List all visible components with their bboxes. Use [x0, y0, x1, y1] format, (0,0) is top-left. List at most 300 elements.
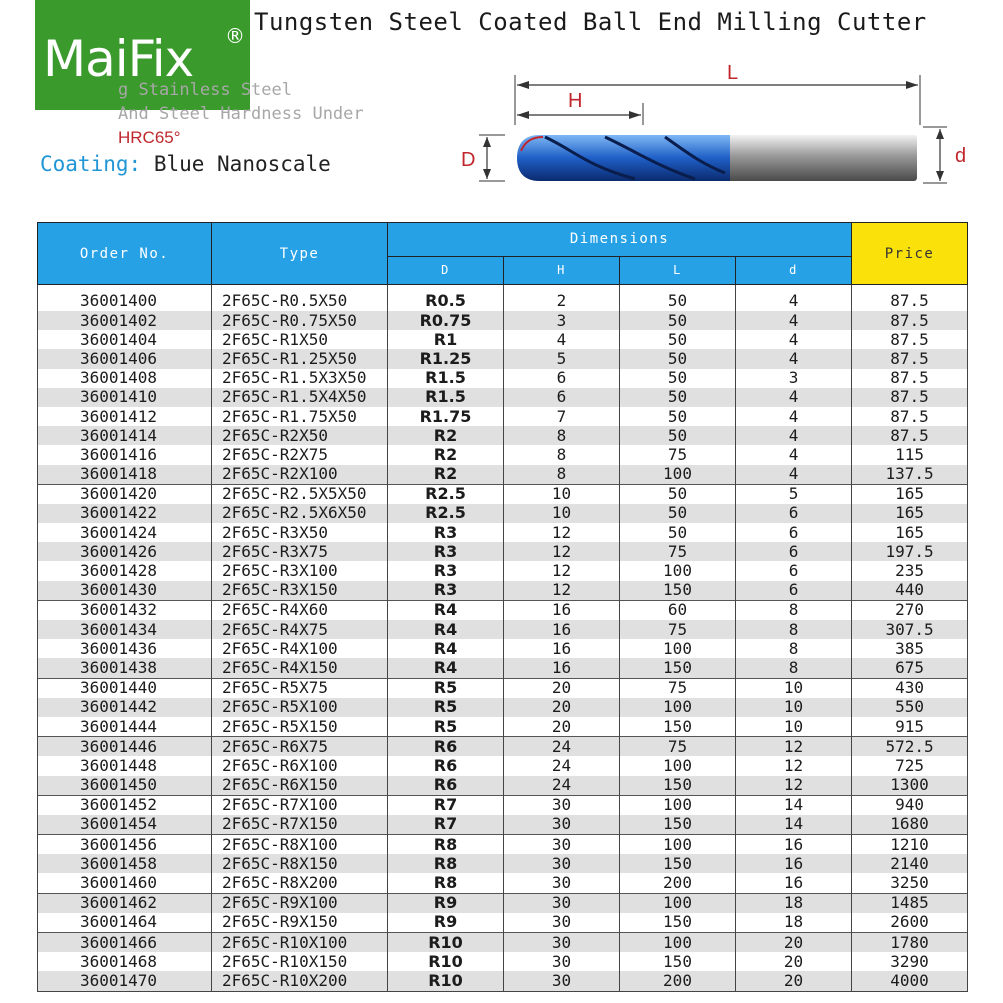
table-row [38, 933, 968, 953]
price-cell: 1300 [852, 776, 968, 796]
length-cell: 100 [620, 933, 736, 953]
price-cell: 165 [852, 484, 968, 504]
diameter-cell: R7 [388, 795, 504, 815]
price-cell: 3250 [852, 873, 968, 893]
price-cell: 430 [852, 678, 968, 698]
price-cell: 115 [852, 445, 968, 464]
flute-length-cell: 2 [504, 285, 620, 312]
type-cell: 2F65C-R9X150 [212, 913, 388, 933]
flute-length-cell: 12 [504, 542, 620, 561]
type-cell: 2F65C-R4X60 [212, 600, 388, 620]
shank-cell: 20 [736, 971, 852, 991]
shank-cell: 10 [736, 717, 852, 737]
price-cell: 197.5 [852, 542, 968, 561]
table-row [38, 311, 968, 330]
price-cell: 385 [852, 639, 968, 658]
diameter-cell: R10 [388, 933, 504, 953]
price-cell: 270 [852, 600, 968, 620]
length-cell: 60 [620, 600, 736, 620]
table-row [38, 795, 968, 815]
header-price: Price [852, 223, 968, 285]
length-cell: 75 [620, 542, 736, 561]
length-cell: 50 [620, 349, 736, 368]
price-cell: 87.5 [852, 311, 968, 330]
flute-length-cell: 16 [504, 620, 620, 639]
table-row [38, 600, 968, 620]
table-row [38, 620, 968, 639]
type-cell: 2F65C-R2.5X6X50 [212, 504, 388, 523]
table-row [38, 639, 968, 658]
diameter-cell: R5 [388, 678, 504, 698]
type-cell: 2F65C-R1.25X50 [212, 349, 388, 368]
coating-label: Coating: [40, 152, 142, 176]
table-body [38, 285, 968, 992]
flute-length-cell: 6 [504, 388, 620, 407]
order-no-cell: 36001426 [38, 542, 212, 561]
type-cell: 2F65C-R2X100 [212, 465, 388, 485]
table-row [38, 854, 968, 873]
type-cell: 2F65C-R10X200 [212, 971, 388, 991]
flute-length-cell: 4 [504, 330, 620, 349]
price-cell: 87.5 [852, 388, 968, 407]
shank-cell: 4 [736, 285, 852, 312]
table-row [38, 815, 968, 835]
order-no-cell: 36001434 [38, 620, 212, 639]
flute-length-cell: 10 [504, 504, 620, 523]
shank-cell: 20 [736, 933, 852, 953]
type-cell: 2F65C-R8X200 [212, 873, 388, 893]
length-cell: 100 [620, 795, 736, 815]
length-cell: 150 [620, 581, 736, 601]
price-cell: 87.5 [852, 330, 968, 349]
price-cell: 137.5 [852, 465, 968, 485]
price-cell: 235 [852, 561, 968, 580]
page-title: Tungsten Steel Coated Ball End Milling Cutter [254, 8, 927, 36]
flute-length-cell: 30 [504, 795, 620, 815]
order-no-cell: 36001416 [38, 445, 212, 464]
shank-cell: 12 [736, 776, 852, 796]
type-cell: 2F65C-R7X100 [212, 795, 388, 815]
table-row [38, 388, 968, 407]
flute-length-cell: 30 [504, 952, 620, 971]
length-cell: 150 [620, 952, 736, 971]
diameter-cell: R0.5 [388, 285, 504, 312]
type-cell: 2F65C-R6X100 [212, 756, 388, 775]
table-row [38, 349, 968, 368]
price-cell: 1210 [852, 835, 968, 855]
table-row [38, 369, 968, 388]
length-cell: 50 [620, 388, 736, 407]
order-no-cell: 36001468 [38, 952, 212, 971]
subheader-H: H [504, 256, 620, 284]
diameter-cell: R4 [388, 658, 504, 678]
price-cell: 307.5 [852, 620, 968, 639]
length-cell: 75 [620, 620, 736, 639]
price-cell: 1680 [852, 815, 968, 835]
shank-cell: 12 [736, 756, 852, 775]
order-no-cell: 36001400 [38, 285, 212, 312]
shank-cell: 4 [736, 311, 852, 330]
order-no-cell: 36001408 [38, 369, 212, 388]
shank-cell: 6 [736, 542, 852, 561]
type-cell: 2F65C-R8X100 [212, 835, 388, 855]
shank-cell: 16 [736, 835, 852, 855]
table-row [38, 835, 968, 855]
order-no-cell: 36001424 [38, 523, 212, 542]
price-cell: 4000 [852, 971, 968, 991]
flute-length-cell: 24 [504, 776, 620, 796]
diameter-cell: R6 [388, 776, 504, 796]
order-no-cell: 36001458 [38, 854, 212, 873]
flute-length-cell: 5 [504, 349, 620, 368]
length-cell: 50 [620, 330, 736, 349]
table-row [38, 698, 968, 717]
table-row [38, 561, 968, 580]
type-cell: 2F65C-R6X75 [212, 737, 388, 757]
length-cell: 150 [620, 913, 736, 933]
order-no-cell: 36001402 [38, 311, 212, 330]
diameter-cell: R6 [388, 737, 504, 757]
flute-length-cell: 8 [504, 465, 620, 485]
order-no-cell: 36001406 [38, 349, 212, 368]
table-row [38, 330, 968, 349]
order-no-cell: 36001414 [38, 426, 212, 445]
price-cell: 87.5 [852, 407, 968, 426]
diameter-cell: R5 [388, 717, 504, 737]
flute-length-cell: 30 [504, 815, 620, 835]
price-cell: 675 [852, 658, 968, 678]
length-cell: 100 [620, 465, 736, 485]
shank-cell: 4 [736, 465, 852, 485]
diameter-cell: R2 [388, 465, 504, 485]
type-cell: 2F65C-R3X50 [212, 523, 388, 542]
shank-cell: 18 [736, 913, 852, 933]
length-cell: 50 [620, 504, 736, 523]
table-row [38, 445, 968, 464]
price-cell: 725 [852, 756, 968, 775]
length-cell: 200 [620, 971, 736, 991]
hardness-spec: HRC65° [118, 128, 181, 147]
shank-cell: 5 [736, 484, 852, 504]
type-cell: 2F65C-R1.5X3X50 [212, 369, 388, 388]
table-row [38, 523, 968, 542]
flute-length-cell: 24 [504, 756, 620, 775]
flute-length-cell: 30 [504, 913, 620, 933]
diameter-cell: R2.5 [388, 504, 504, 523]
length-cell: 150 [620, 717, 736, 737]
price-cell: 87.5 [852, 349, 968, 368]
price-cell: 440 [852, 581, 968, 601]
type-cell: 2F65C-R4X75 [212, 620, 388, 639]
table-row [38, 717, 968, 737]
shank-cell: 4 [736, 445, 852, 464]
diameter-cell: R1.5 [388, 388, 504, 407]
length-cell: 100 [620, 639, 736, 658]
table-row [38, 913, 968, 933]
shank-cell: 6 [736, 561, 852, 580]
flute-length-cell: 16 [504, 639, 620, 658]
length-cell: 50 [620, 369, 736, 388]
length-cell: 100 [620, 893, 736, 913]
price-cell: 87.5 [852, 426, 968, 445]
shank-cell: 8 [736, 639, 852, 658]
dim-label-D: D [461, 149, 476, 171]
table-row [38, 678, 968, 698]
order-no-cell: 36001410 [38, 388, 212, 407]
type-cell: 2F65C-R6X150 [212, 776, 388, 796]
diameter-cell: R3 [388, 581, 504, 601]
diameter-cell: R4 [388, 639, 504, 658]
diameter-cell: R10 [388, 952, 504, 971]
type-cell: 2F65C-R9X100 [212, 893, 388, 913]
type-cell: 2F65C-R2.5X5X50 [212, 484, 388, 504]
length-cell: 100 [620, 561, 736, 580]
coating-info [40, 152, 331, 176]
flute-length-cell: 30 [504, 971, 620, 991]
table-row [38, 658, 968, 678]
type-cell: 2F65C-R1.75X50 [212, 407, 388, 426]
spec-line-2: And Steel Hardness Under [118, 104, 364, 124]
length-cell: 150 [620, 854, 736, 873]
diameter-cell: R3 [388, 542, 504, 561]
order-no-cell: 36001460 [38, 873, 212, 893]
price-cell: 1485 [852, 893, 968, 913]
diameter-cell: R2.5 [388, 484, 504, 504]
order-no-cell: 36001464 [38, 913, 212, 933]
flute-length-cell: 12 [504, 561, 620, 580]
flute-length-cell: 30 [504, 933, 620, 953]
shank-cell: 10 [736, 678, 852, 698]
price-cell: 550 [852, 698, 968, 717]
price-cell: 572.5 [852, 737, 968, 757]
type-cell: 2F65C-R8X150 [212, 854, 388, 873]
header-dimensions: Dimensions [388, 223, 852, 257]
table-row [38, 873, 968, 893]
order-no-cell: 36001444 [38, 717, 212, 737]
length-cell: 50 [620, 426, 736, 445]
diameter-cell: R7 [388, 815, 504, 835]
length-cell: 200 [620, 873, 736, 893]
order-no-cell: 36001430 [38, 581, 212, 601]
type-cell: 2F65C-R10X100 [212, 933, 388, 953]
flute-length-cell: 20 [504, 678, 620, 698]
length-cell: 150 [620, 776, 736, 796]
price-cell: 165 [852, 523, 968, 542]
diameter-cell: R1 [388, 330, 504, 349]
table-row [38, 971, 968, 991]
type-cell: 2F65C-R3X75 [212, 542, 388, 561]
diameter-cell: R1.75 [388, 407, 504, 426]
order-no-cell: 36001446 [38, 737, 212, 757]
flute-length-cell: 3 [504, 311, 620, 330]
type-cell: 2F65C-R0.75X50 [212, 311, 388, 330]
order-no-cell: 36001438 [38, 658, 212, 678]
length-cell: 100 [620, 756, 736, 775]
table-row [38, 776, 968, 796]
logo-text: MaiFix [43, 30, 194, 88]
dim-label-H: H [568, 90, 583, 112]
type-cell: 2F65C-R7X150 [212, 815, 388, 835]
shank-cell: 4 [736, 426, 852, 445]
flute-length-cell: 6 [504, 369, 620, 388]
diameter-cell: R1.5 [388, 369, 504, 388]
shank-cell: 14 [736, 815, 852, 835]
flute-length-cell: 20 [504, 698, 620, 717]
type-cell: 2F65C-R10X150 [212, 952, 388, 971]
shank-cell: 6 [736, 504, 852, 523]
diameter-cell: R2 [388, 426, 504, 445]
order-no-cell: 36001432 [38, 600, 212, 620]
length-cell: 50 [620, 285, 736, 312]
spec-table [37, 222, 968, 992]
order-no-cell: 36001466 [38, 933, 212, 953]
type-cell: 2F65C-R2X75 [212, 445, 388, 464]
length-cell: 50 [620, 523, 736, 542]
flute-length-cell: 12 [504, 523, 620, 542]
cutter-shank [725, 135, 917, 181]
type-cell: 2F65C-R5X150 [212, 717, 388, 737]
type-cell: 2F65C-R1.5X4X50 [212, 388, 388, 407]
diameter-cell: R3 [388, 561, 504, 580]
flute-length-cell: 30 [504, 873, 620, 893]
diameter-cell: R0.75 [388, 311, 504, 330]
flute-length-cell: 30 [504, 893, 620, 913]
price-cell: 3290 [852, 952, 968, 971]
flute-length-cell: 24 [504, 737, 620, 757]
order-no-cell: 36001418 [38, 465, 212, 485]
type-cell: 2F65C-R1X50 [212, 330, 388, 349]
type-cell: 2F65C-R3X100 [212, 561, 388, 580]
subheader-d: d [736, 256, 852, 284]
table-row [38, 756, 968, 775]
shank-cell: 8 [736, 600, 852, 620]
shank-cell: 12 [736, 737, 852, 757]
price-cell: 915 [852, 717, 968, 737]
order-no-cell: 36001422 [38, 504, 212, 523]
type-cell: 2F65C-R5X100 [212, 698, 388, 717]
shank-cell: 20 [736, 952, 852, 971]
subheader-L: L [620, 256, 736, 284]
order-no-cell: 36001436 [38, 639, 212, 658]
order-no-cell: 36001448 [38, 756, 212, 775]
length-cell: 75 [620, 445, 736, 464]
diameter-cell: R8 [388, 854, 504, 873]
diameter-cell: R8 [388, 873, 504, 893]
header-order-no: Order No. [38, 223, 212, 285]
length-cell: 50 [620, 407, 736, 426]
order-no-cell: 36001470 [38, 971, 212, 991]
price-cell: 2600 [852, 913, 968, 933]
diameter-cell: R4 [388, 600, 504, 620]
diameter-cell: R8 [388, 835, 504, 855]
diameter-cell: R4 [388, 620, 504, 639]
flute-length-cell: 16 [504, 600, 620, 620]
shank-cell: 18 [736, 893, 852, 913]
shank-cell: 6 [736, 523, 852, 542]
price-cell: 87.5 [852, 285, 968, 312]
table-row [38, 542, 968, 561]
length-cell: 75 [620, 678, 736, 698]
table-row [38, 893, 968, 913]
order-no-cell: 36001404 [38, 330, 212, 349]
table-row [38, 581, 968, 601]
type-cell: 2F65C-R3X150 [212, 581, 388, 601]
length-cell: 75 [620, 737, 736, 757]
order-no-cell: 36001456 [38, 835, 212, 855]
order-no-cell: 36001412 [38, 407, 212, 426]
length-cell: 50 [620, 484, 736, 504]
shank-cell: 3 [736, 369, 852, 388]
table-row [38, 407, 968, 426]
length-cell: 150 [620, 815, 736, 835]
table-row [38, 952, 968, 971]
shank-cell: 8 [736, 658, 852, 678]
table-row [38, 484, 968, 504]
table-row [38, 504, 968, 523]
shank-cell: 10 [736, 698, 852, 717]
table-row [38, 285, 968, 312]
dim-label-L: L [727, 62, 739, 84]
order-no-cell: 36001462 [38, 893, 212, 913]
table-row [38, 426, 968, 445]
shank-cell: 8 [736, 620, 852, 639]
order-no-cell: 36001428 [38, 561, 212, 580]
type-cell: 2F65C-R0.5X50 [212, 285, 388, 312]
order-no-cell: 36001442 [38, 698, 212, 717]
price-cell: 940 [852, 795, 968, 815]
shank-cell: 4 [736, 330, 852, 349]
length-cell: 50 [620, 311, 736, 330]
length-cell: 150 [620, 658, 736, 678]
flute-length-cell: 8 [504, 445, 620, 464]
dim-label-d: d [955, 145, 967, 167]
diameter-cell: R9 [388, 913, 504, 933]
flute-length-cell: 7 [504, 407, 620, 426]
table-row [38, 465, 968, 485]
diameter-cell: R1.25 [388, 349, 504, 368]
price-cell: 1780 [852, 933, 968, 953]
diameter-cell: R2 [388, 445, 504, 464]
length-cell: 100 [620, 835, 736, 855]
type-cell: 2F65C-R2X50 [212, 426, 388, 445]
shank-cell: 4 [736, 349, 852, 368]
flute-length-cell: 20 [504, 717, 620, 737]
flute-length-cell: 8 [504, 426, 620, 445]
diameter-cell: R9 [388, 893, 504, 913]
shank-cell: 6 [736, 581, 852, 601]
type-cell: 2F65C-R4X100 [212, 639, 388, 658]
flute-length-cell: 12 [504, 581, 620, 601]
coating-value: Blue Nanoscale [153, 152, 331, 176]
diameter-cell: R6 [388, 756, 504, 775]
shank-cell: 4 [736, 407, 852, 426]
diameter-cell: R5 [388, 698, 504, 717]
shank-cell: 16 [736, 854, 852, 873]
length-cell: 100 [620, 698, 736, 717]
order-no-cell: 36001452 [38, 795, 212, 815]
order-no-cell: 36001454 [38, 815, 212, 835]
shank-cell: 4 [736, 388, 852, 407]
order-no-cell: 36001420 [38, 484, 212, 504]
flute-length-cell: 16 [504, 658, 620, 678]
flute-length-cell: 30 [504, 835, 620, 855]
subheader-D: D [388, 256, 504, 284]
order-no-cell: 36001450 [38, 776, 212, 796]
cutter-diagram [455, 55, 980, 195]
price-cell: 165 [852, 504, 968, 523]
registered-mark: ® [225, 24, 245, 48]
type-cell: 2F65C-R5X75 [212, 678, 388, 698]
